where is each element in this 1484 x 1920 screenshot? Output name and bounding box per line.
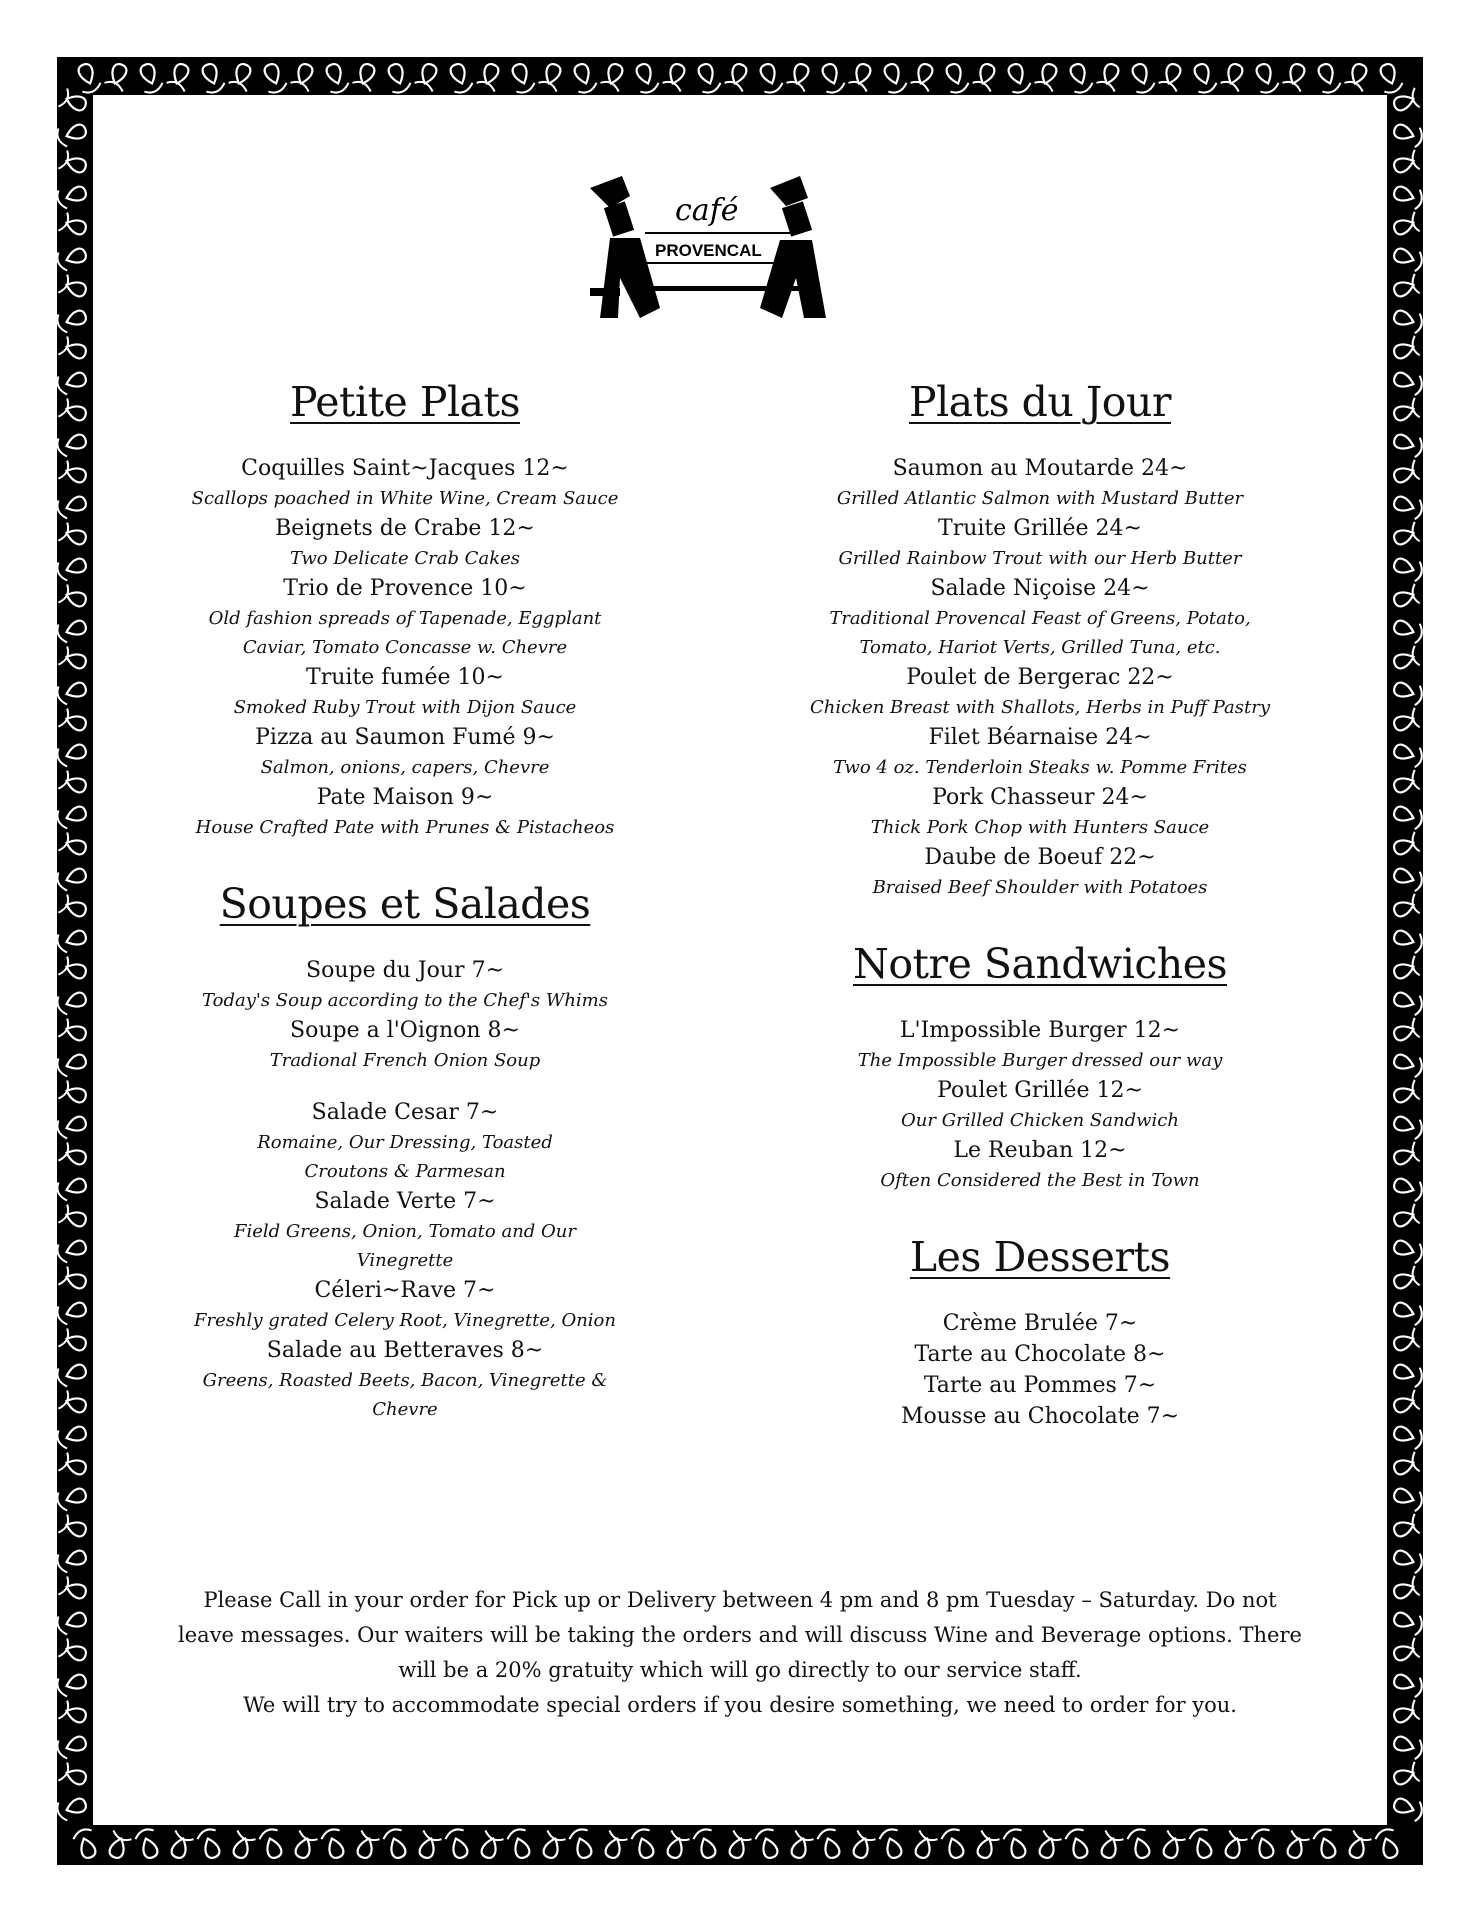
vine-leaf bbox=[58, 1452, 88, 1479]
vine-leaf bbox=[260, 61, 289, 95]
section-title: Les Desserts bbox=[909, 1233, 1171, 1282]
vine-leaf bbox=[72, 1827, 101, 1861]
menu-item-description: Often Considered the Best in Town bbox=[880, 1170, 1200, 1192]
vine-leaf bbox=[1391, 1670, 1423, 1699]
vine-leaf bbox=[1391, 1422, 1423, 1451]
vine-leaf bbox=[57, 244, 89, 273]
vine-leaf bbox=[1126, 1827, 1155, 1861]
vine-leaf bbox=[1314, 61, 1343, 95]
vine-leaf bbox=[58, 1204, 88, 1231]
vine-leaf bbox=[57, 120, 89, 149]
vine-leaf bbox=[415, 1830, 442, 1860]
vine-leaf bbox=[724, 61, 751, 91]
vine-leaf bbox=[228, 61, 255, 91]
vine-leaf bbox=[1391, 708, 1421, 735]
vine-leaf bbox=[58, 770, 88, 797]
logo-provencal-text: PROVENCAL bbox=[655, 241, 762, 260]
vine-leaf bbox=[58, 956, 88, 983]
menu-item-name: Tarte au Chocolate 8~ bbox=[914, 1342, 1166, 1368]
vine-leaf bbox=[663, 1830, 690, 1860]
vine-leaf bbox=[57, 616, 89, 645]
left-column bbox=[160, 380, 650, 1424]
vine-leaf bbox=[1158, 61, 1185, 91]
vine-leaf bbox=[940, 1827, 969, 1861]
vine-leaf bbox=[58, 1018, 88, 1045]
vine-leaf bbox=[1391, 1794, 1423, 1823]
vine-leaf bbox=[1391, 864, 1423, 893]
vine-leaf bbox=[1391, 1546, 1423, 1575]
vine-leaf bbox=[384, 61, 413, 95]
vine-leaf bbox=[570, 61, 599, 95]
vine-leaf bbox=[1391, 1360, 1423, 1389]
menu-item-description: Braised Beef Shoulder with Potatoes bbox=[872, 877, 1208, 899]
menu-item-name: Tarte au Pommes 7~ bbox=[923, 1373, 1157, 1399]
vine-leaf bbox=[58, 1514, 88, 1541]
vine-leaf bbox=[58, 1638, 88, 1665]
vine-leaf bbox=[973, 1830, 1000, 1860]
vine-leaf bbox=[725, 1830, 752, 1860]
vine-leaf bbox=[320, 1827, 349, 1861]
menu-item-name: Poulet Grillée 12~ bbox=[937, 1078, 1143, 1104]
vine-leaf bbox=[1034, 61, 1061, 91]
vine-leaf bbox=[57, 1422, 89, 1451]
vine-leaf bbox=[1096, 61, 1123, 91]
vine-leaf bbox=[291, 1830, 318, 1860]
vine-leaf bbox=[476, 61, 503, 91]
menu-item-name: Pizza au Saumon Fumé 9~ bbox=[255, 725, 555, 751]
vine-leaf bbox=[848, 61, 875, 91]
vine-leaf bbox=[662, 61, 689, 91]
vine-leaf bbox=[57, 678, 89, 707]
menu-item-name: Céleri~Rave 7~ bbox=[314, 1278, 496, 1304]
menu-item-name: L'Impossible Burger 12~ bbox=[899, 1018, 1181, 1044]
vine-leaf bbox=[692, 1827, 721, 1861]
vine-leaf bbox=[1391, 306, 1423, 335]
menu-item-description: Smoked Ruby Trout with Dijon Sauce bbox=[233, 697, 577, 719]
menu-item-description: Thick Pork Chop with Hunters Sauce bbox=[870, 817, 1210, 839]
vine-leaf bbox=[600, 61, 627, 91]
vine-leaf bbox=[1391, 646, 1421, 673]
vine-leaf bbox=[506, 1827, 535, 1861]
vine-leaf bbox=[1391, 1328, 1421, 1355]
vine-leaf bbox=[290, 61, 317, 91]
vine-leaf bbox=[1391, 1080, 1421, 1107]
vine-leaf bbox=[1128, 61, 1157, 95]
vine-leaf bbox=[58, 1390, 88, 1417]
menu-item-name: Salade Verte 7~ bbox=[314, 1189, 496, 1215]
vine-leaf bbox=[1345, 1830, 1372, 1860]
menu-item-description: Freshly grated Celery Root, Vinegrette, Onion bbox=[193, 1310, 616, 1332]
vine-leaf bbox=[57, 1360, 89, 1389]
menu-item-name: Pate Maison 9~ bbox=[316, 785, 494, 811]
vine-leaf bbox=[972, 61, 999, 91]
vine-leaf bbox=[58, 522, 88, 549]
menu-item-description: Grilled Atlantic Salmon with Mustard Butter bbox=[836, 488, 1244, 510]
vine-leaf bbox=[58, 1762, 88, 1789]
vine-leaf bbox=[105, 1830, 132, 1860]
vine-leaf bbox=[911, 1830, 938, 1860]
menu-item-description: Our Grilled Chicken Sandwich bbox=[901, 1110, 1179, 1132]
notice-line: will be a 20% gratuity which will go directly to our service staff. bbox=[398, 1658, 1082, 1682]
vine-leaf bbox=[1391, 1204, 1421, 1231]
vine-leaf bbox=[1391, 584, 1421, 611]
vine-leaf bbox=[58, 274, 88, 301]
vine-leaf bbox=[1344, 61, 1371, 91]
vine-leaf bbox=[57, 1546, 89, 1575]
vine-leaf bbox=[322, 61, 351, 95]
vine-leaf bbox=[166, 61, 193, 91]
menu-item-description: House Crafted Pate with Prunes & Pistacheos bbox=[195, 817, 615, 839]
vine-leaf bbox=[1064, 1827, 1093, 1861]
vine-leaf bbox=[57, 1732, 89, 1761]
vine-leaf bbox=[1190, 61, 1219, 95]
vine-leaf bbox=[1391, 1390, 1421, 1417]
vine-leaf bbox=[1391, 368, 1423, 397]
menu-item-description: Vinegrette bbox=[356, 1250, 454, 1272]
logo-cafe-text: café bbox=[675, 193, 739, 228]
vine-leaf bbox=[1391, 554, 1423, 583]
chef-waiters-icon bbox=[560, 168, 920, 338]
vine-leaf bbox=[58, 1080, 88, 1107]
vine-leaf bbox=[58, 1576, 88, 1603]
vine-leaf bbox=[1391, 1514, 1421, 1541]
menu-item-name: Saumon au Moutarde 24~ bbox=[892, 456, 1188, 482]
vine-leaf bbox=[1391, 1266, 1421, 1293]
vine-leaf bbox=[58, 894, 88, 921]
vine-leaf bbox=[57, 864, 89, 893]
vine-leaf bbox=[1391, 832, 1421, 859]
menu-item-name: Mousse au Chocolate 7~ bbox=[900, 1404, 1180, 1430]
vine-leaf bbox=[58, 708, 88, 735]
vine-leaf bbox=[196, 1827, 225, 1861]
vine-leaf bbox=[786, 61, 813, 91]
vine-leaf bbox=[601, 1830, 628, 1860]
vine-leaf bbox=[1252, 61, 1281, 95]
vine-leaf bbox=[1391, 150, 1421, 177]
cafe-logo bbox=[560, 168, 920, 338]
vine-leaf bbox=[880, 61, 909, 95]
vine-leaf bbox=[1391, 678, 1423, 707]
vine-leaf bbox=[1391, 616, 1423, 645]
menu-item-name: Soupe du Jour 7~ bbox=[306, 958, 504, 984]
vine-leaf bbox=[1391, 956, 1421, 983]
menu-item-name: Coquilles Saint~Jacques 12~ bbox=[241, 456, 569, 482]
vine-leaf bbox=[414, 61, 441, 91]
vine-leaf bbox=[57, 182, 89, 211]
vine-leaf bbox=[1391, 212, 1421, 239]
vine-leaf bbox=[1374, 1827, 1403, 1861]
vine-leaf bbox=[57, 926, 89, 955]
vine-leaf bbox=[1250, 1827, 1279, 1861]
menu-item-name: Pork Chasseur 24~ bbox=[932, 785, 1148, 811]
vine-leaf bbox=[57, 1050, 89, 1079]
ordering-notice bbox=[160, 1583, 1320, 1723]
menu-item-description: Field Greens, Onion, Tomato and Our bbox=[234, 1221, 576, 1243]
vine-leaf bbox=[538, 61, 565, 91]
vine-leaf bbox=[1391, 1236, 1423, 1265]
vine-leaf bbox=[57, 430, 89, 459]
vine-leaf bbox=[1391, 430, 1423, 459]
vine-leaf bbox=[1391, 120, 1423, 149]
vine-leaf bbox=[104, 61, 131, 91]
vine-leaf bbox=[1391, 398, 1421, 425]
vine-leaf bbox=[816, 1827, 845, 1861]
vine-leaf bbox=[229, 1830, 256, 1860]
vine-leaf bbox=[754, 1827, 783, 1861]
menu-item-description: Old fashion spreads of Tapenade, Eggplant bbox=[208, 608, 602, 630]
vine-leaf bbox=[1391, 336, 1421, 363]
vine-leaf bbox=[352, 61, 379, 91]
vine-leaf bbox=[57, 988, 89, 1017]
vine-leaf bbox=[1391, 1608, 1423, 1637]
menu-item-description: Tradional French Onion Soup bbox=[269, 1050, 541, 1072]
vine-leaf bbox=[1066, 61, 1095, 95]
vine-leaf bbox=[1391, 1484, 1423, 1513]
vine-leaf bbox=[1221, 1830, 1248, 1860]
menu-item-description: Two 4 oz. Tenderloin Steaks w. Pomme Frites bbox=[833, 757, 1247, 779]
vine-leaf bbox=[1283, 1830, 1310, 1860]
menu-item-description: Grilled Rainbow Trout with our Herb Butter bbox=[838, 548, 1242, 570]
vine-leaf bbox=[1391, 1050, 1423, 1079]
vine-leaf bbox=[258, 1827, 287, 1861]
vine-leaf bbox=[1376, 61, 1405, 95]
vine-leaf bbox=[1391, 894, 1421, 921]
notice-line: Please Call in your order for Pick up or Delivery between 4 pm and 8 pm Tuesday – Saturday. Do not bbox=[203, 1588, 1277, 1612]
menu-item-name: Soupe a l'Oignon 8~ bbox=[290, 1018, 520, 1044]
vine-leaf bbox=[1391, 1638, 1421, 1665]
vine-leaf bbox=[134, 1827, 163, 1861]
section-title: Petite Plats bbox=[289, 378, 521, 426]
menu-item-description: Chicken Breast with Shallots, Herbs in Puff Pastry bbox=[809, 697, 1271, 719]
menu-item-description: Today's Soup according to the Chef's Whims bbox=[202, 990, 608, 1012]
right-column bbox=[770, 380, 1310, 1432]
vine-leaf bbox=[632, 61, 661, 95]
vine-leaf bbox=[1220, 61, 1247, 91]
vine-leaf bbox=[58, 1700, 88, 1727]
menu-item-name: Daube de Boeuf 22~ bbox=[924, 845, 1156, 871]
vine-leaf bbox=[1391, 770, 1421, 797]
menu-item-name: Crème Brulée 7~ bbox=[942, 1311, 1138, 1337]
vine-leaf bbox=[942, 61, 971, 95]
notice-line: We will try to accommodate special orders if you desire something, we need to order for you. bbox=[243, 1693, 1237, 1717]
menu-item-name: Salade Cesar 7~ bbox=[311, 1100, 499, 1126]
vine-leaf bbox=[787, 1830, 814, 1860]
vine-leaf bbox=[57, 1608, 89, 1637]
vine-leaf bbox=[58, 1328, 88, 1355]
vine-leaf bbox=[58, 646, 88, 673]
vine-leaf bbox=[58, 584, 88, 611]
vine-leaf bbox=[1391, 1576, 1421, 1603]
section-title: Notre Sandwiches bbox=[853, 940, 1227, 989]
vine-leaf bbox=[568, 1827, 597, 1861]
notice-line: leave messages. Our waiters will be taking the orders and will discuss Wine and Beverage options. There bbox=[178, 1623, 1302, 1647]
vine-leaf bbox=[57, 492, 89, 521]
menu-item-name: Filet Béarnaise 24~ bbox=[928, 725, 1152, 751]
vine-leaf bbox=[1391, 182, 1423, 211]
vine-leaf bbox=[57, 740, 89, 769]
vine-leaf bbox=[878, 1827, 907, 1861]
vine-leaf bbox=[1391, 460, 1421, 487]
vine-leaf bbox=[382, 1827, 411, 1861]
vine-leaf bbox=[1391, 244, 1423, 273]
menu-item-description: Tomato, Hariot Verts, Grilled Tuna, etc. bbox=[859, 637, 1221, 659]
vine-leaf bbox=[630, 1827, 659, 1861]
vine-leaf bbox=[1391, 1732, 1423, 1761]
vine-leaf bbox=[167, 1830, 194, 1860]
vine-leaf bbox=[58, 398, 88, 425]
vine-leaf bbox=[58, 460, 88, 487]
vine-leaf bbox=[57, 1236, 89, 1265]
vine-leaf bbox=[58, 150, 88, 177]
menu-item-name: Salade au Betteraves 8~ bbox=[266, 1338, 544, 1364]
vine-leaf bbox=[57, 1794, 89, 1823]
vine-leaf bbox=[57, 1174, 89, 1203]
vine-leaf bbox=[136, 61, 165, 95]
vine-leaf bbox=[756, 61, 785, 95]
vine-leaf bbox=[1097, 1830, 1124, 1860]
vine-leaf bbox=[1282, 61, 1309, 91]
section-title: Plats du Jour bbox=[908, 378, 1171, 426]
vine-leaf bbox=[1391, 522, 1421, 549]
menu-item-name: Truite fumée 10~ bbox=[306, 665, 504, 691]
vine-leaf bbox=[57, 554, 89, 583]
menu-item-name: Poulet de Bergerac 22~ bbox=[906, 665, 1174, 691]
vine-leaf bbox=[58, 1266, 88, 1293]
vine-leaf bbox=[910, 61, 937, 91]
vine-leaf bbox=[1035, 1830, 1062, 1860]
menu-item-name: Salade Niçoise 24~ bbox=[930, 576, 1150, 602]
vine-leaf bbox=[694, 61, 723, 95]
vine-leaf bbox=[57, 306, 89, 335]
menu-item-description: The Impossible Burger dressed our way bbox=[857, 1050, 1223, 1072]
menu-item-name: Truite Grillée 24~ bbox=[938, 516, 1142, 542]
vine-leaf bbox=[539, 1830, 566, 1860]
vine-leaf bbox=[1391, 1700, 1421, 1727]
vine-leaf bbox=[444, 1827, 473, 1861]
vine-leaf bbox=[57, 802, 89, 831]
vine-leaf bbox=[58, 832, 88, 859]
vine-leaf bbox=[1391, 1018, 1421, 1045]
vine-leaf bbox=[477, 1830, 504, 1860]
vine-leaf bbox=[58, 336, 88, 363]
vine-leaf bbox=[1391, 926, 1423, 955]
vine-leaf bbox=[849, 1830, 876, 1860]
vine-leaf bbox=[818, 61, 847, 95]
vine-leaf bbox=[1391, 1142, 1421, 1169]
vine-leaf bbox=[1002, 1827, 1031, 1861]
menu-item-description: Caviar, Tomato Concasse w. Chevre bbox=[242, 637, 568, 659]
vine-leaf bbox=[1391, 802, 1423, 831]
vine-leaf bbox=[57, 1670, 89, 1699]
vine-leaf bbox=[58, 212, 88, 239]
vine-leaf bbox=[1391, 274, 1421, 301]
vine-leaf bbox=[198, 61, 227, 95]
menu-item-name: Trio de Provence 10~ bbox=[283, 576, 527, 602]
vine-leaf bbox=[1391, 988, 1423, 1017]
menu-item-description: Scallops poached in White Wine, Cream Sauce bbox=[191, 488, 619, 510]
vine-leaf bbox=[353, 1830, 380, 1860]
vine-leaf bbox=[1391, 1298, 1423, 1327]
vine-leaf bbox=[446, 61, 475, 95]
menu-item-description: Romaine, Our Dressing, Toasted bbox=[257, 1132, 553, 1154]
menu-item-description: Two Delicate Crab Cakes bbox=[289, 548, 520, 570]
vine-leaf bbox=[1391, 1112, 1423, 1141]
menu-item-description: Croutons & Parmesan bbox=[304, 1161, 506, 1183]
vine-leaf bbox=[57, 1298, 89, 1327]
vine-leaf bbox=[1391, 492, 1423, 521]
vine-leaf bbox=[1004, 61, 1033, 95]
menu-item-description: Salmon, onions, capers, Chevre bbox=[260, 757, 550, 779]
vine-leaf bbox=[1188, 1827, 1217, 1861]
vine-leaf bbox=[74, 61, 103, 95]
menu-item-name: Le Reuban 12~ bbox=[953, 1138, 1127, 1164]
vine-leaf bbox=[508, 61, 537, 95]
section-title: Soupes et Salades bbox=[219, 880, 591, 929]
vine-leaf bbox=[1391, 1762, 1421, 1789]
menu-item-description: Greens, Roasted Beets, Bacon, Vinegrette & bbox=[202, 1370, 608, 1392]
vine-leaf bbox=[1391, 1174, 1423, 1203]
vine-leaf bbox=[1391, 1452, 1421, 1479]
menu-item-name: Beignets de Crabe 12~ bbox=[275, 516, 535, 542]
vine-leaf bbox=[1159, 1830, 1186, 1860]
vine-leaf bbox=[1312, 1827, 1341, 1861]
menu-item-description: Chevre bbox=[372, 1399, 438, 1421]
menu-item-description: Traditional Provencal Feast of Greens, Potato, bbox=[829, 608, 1251, 630]
vine-leaf bbox=[58, 1142, 88, 1169]
vine-leaf bbox=[57, 1484, 89, 1513]
vine-leaf bbox=[57, 1112, 89, 1141]
vine-leaf bbox=[1391, 740, 1423, 769]
vine-leaf bbox=[57, 368, 89, 397]
